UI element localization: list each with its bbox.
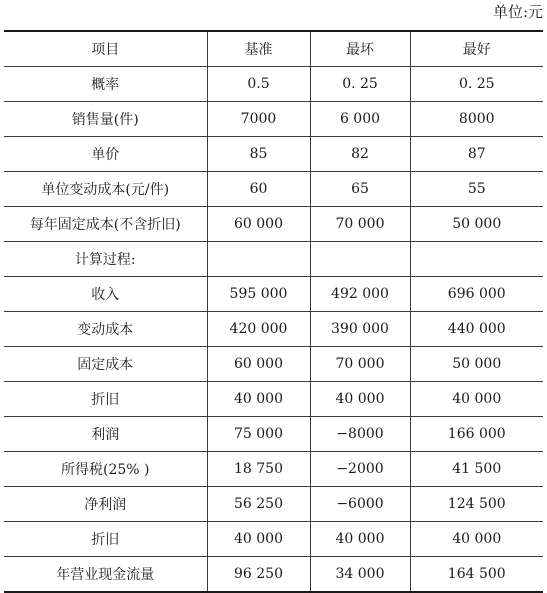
table-header-row (4, 31, 543, 67)
table-row (4, 102, 543, 137)
data-table (4, 30, 543, 593)
cell-item: 计算过程: (4, 242, 207, 277)
cell-best: 440 000 (410, 312, 543, 347)
header-cell-best: 最好 (410, 31, 543, 67)
cell-worst: 82 (310, 137, 410, 172)
cell-best: 0. 25 (410, 67, 543, 102)
cell-baseline: 60 (207, 172, 310, 207)
table-row (4, 557, 543, 593)
cell-item: 单位变动成本(元/件) (4, 172, 207, 207)
cell-worst: 40 000 (310, 522, 410, 557)
table-row (4, 207, 543, 242)
cell-baseline: 75 000 (207, 417, 310, 452)
header-cell-worst: 最坏 (310, 31, 410, 67)
table-row (4, 417, 543, 452)
table-row (4, 452, 543, 487)
cell-worst: 65 (310, 172, 410, 207)
cell-best: 40 000 (410, 522, 543, 557)
cell-best: 40 000 (410, 382, 543, 417)
cell-worst: 70 000 (310, 207, 410, 242)
cell-worst: −8000 (310, 417, 410, 452)
table-row (4, 347, 543, 382)
cell-baseline: 40 000 (207, 382, 310, 417)
table-row (4, 242, 543, 277)
cell-item: 折旧 (4, 382, 207, 417)
cell-item: 每年固定成本(不含折旧) (4, 207, 207, 242)
cell-worst: 0. 25 (310, 67, 410, 102)
cell-item: 所得税(25% ) (4, 452, 207, 487)
cell-best: 8000 (410, 102, 543, 137)
table-row (4, 382, 543, 417)
table-row (4, 312, 543, 347)
cell-baseline: 60 000 (207, 347, 310, 382)
cell-item: 销售量(件) (4, 102, 207, 137)
table-row (4, 172, 543, 207)
cell-best: 50 000 (410, 207, 543, 242)
cell-item: 单价 (4, 137, 207, 172)
cell-best (410, 242, 543, 277)
cell-item: 收入 (4, 277, 207, 312)
cell-item: 折旧 (4, 522, 207, 557)
cell-baseline: 40 000 (207, 522, 310, 557)
cell-best: 41 500 (410, 452, 543, 487)
cell-baseline: 595 000 (207, 277, 310, 312)
cell-baseline: 56 250 (207, 487, 310, 522)
header-cell-item: 项目 (4, 31, 207, 67)
cell-baseline (207, 242, 310, 277)
cell-worst: −6000 (310, 487, 410, 522)
cell-best: 166 000 (410, 417, 543, 452)
cell-baseline: 85 (207, 137, 310, 172)
cell-baseline: 18 750 (207, 452, 310, 487)
cell-best: 124 500 (410, 487, 543, 522)
cell-worst: 492 000 (310, 277, 410, 312)
cell-worst: 34 000 (310, 557, 410, 593)
cell-item: 概率 (4, 67, 207, 102)
cell-best: 164 500 (410, 557, 543, 593)
cell-worst: 390 000 (310, 312, 410, 347)
table-row (4, 137, 543, 172)
cell-worst: 70 000 (310, 347, 410, 382)
table-row (4, 67, 543, 102)
cell-worst (310, 242, 410, 277)
header-cell-baseline: 基准 (207, 31, 310, 67)
cell-item: 变动成本 (4, 312, 207, 347)
cell-worst: 40 000 (310, 382, 410, 417)
cell-baseline: 7000 (207, 102, 310, 137)
cell-baseline: 0.5 (207, 67, 310, 102)
unit-label: 单位:元 (492, 3, 543, 21)
cell-worst: −2000 (310, 452, 410, 487)
cell-baseline: 96 250 (207, 557, 310, 593)
table-row (4, 487, 543, 522)
cell-baseline: 60 000 (207, 207, 310, 242)
cell-best: 50 000 (410, 347, 543, 382)
cell-baseline: 420 000 (207, 312, 310, 347)
table-row (4, 277, 543, 312)
cell-item: 净利润 (4, 487, 207, 522)
cell-worst: 6 000 (310, 102, 410, 137)
cell-best: 696 000 (410, 277, 543, 312)
cell-item: 年营业现金流量 (4, 557, 207, 593)
cell-item: 利润 (4, 417, 207, 452)
cell-best: 55 (410, 172, 543, 207)
cell-best: 87 (410, 137, 543, 172)
cell-item: 固定成本 (4, 347, 207, 382)
table-row (4, 522, 543, 557)
